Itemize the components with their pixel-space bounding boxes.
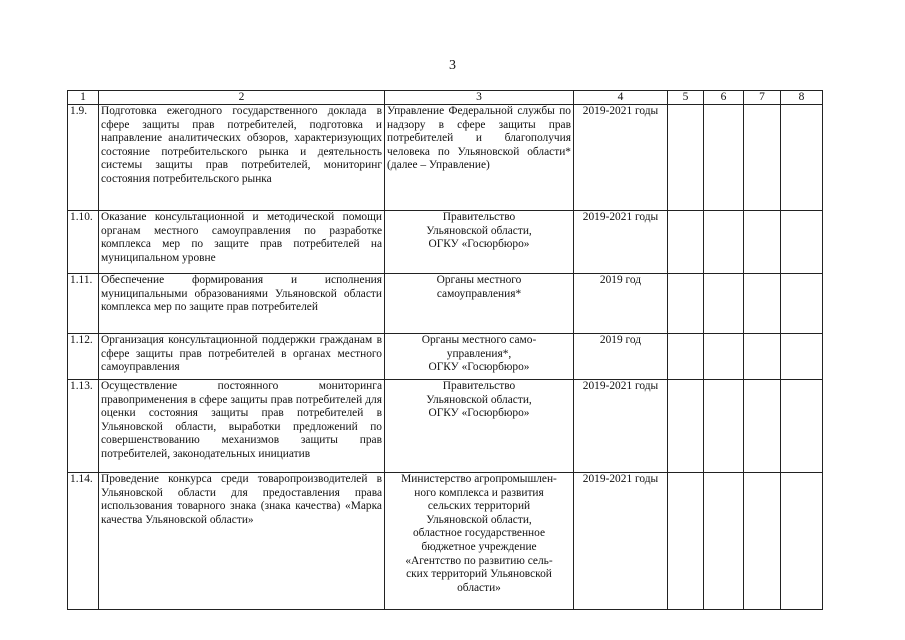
term: 2019-2021 годы [574, 105, 668, 211]
cell-col-7 [744, 380, 781, 473]
executor-line: ских территорий Ульяновской [406, 568, 552, 581]
executor [385, 211, 574, 274]
executor-line: самоуправления* [436, 287, 522, 300]
executor-line: области» [457, 581, 501, 594]
header-col-1: 1 [68, 91, 99, 105]
cell-col-7 [744, 105, 781, 211]
executor-line: ОГКУ «Госюрбюро» [428, 238, 530, 251]
executor [385, 473, 574, 610]
cell-col-7 [744, 274, 781, 334]
measure-title: Организация консультационной поддержки гражданам в сфере защиты прав потребителей в органах местного самоуправления [99, 334, 385, 380]
cell-col-7 [744, 334, 781, 380]
cell-col-6 [704, 211, 744, 274]
executor-line: Органы местного само- [421, 334, 537, 346]
cell-col-7 [744, 211, 781, 274]
row-number: 1.9. [68, 105, 99, 211]
table-row [68, 473, 823, 610]
cell-col-5 [668, 380, 704, 473]
header-col-5: 5 [668, 91, 704, 105]
row-number: 1.11. [68, 274, 99, 334]
executor-line: Управление Федеральной службы по надзору в сфере защиты прав потребителей и благополучия человека по Ульяновской области* (далее – Управление) [387, 105, 571, 172]
executor-line: ОГКУ «Госюрбюро» [428, 361, 530, 374]
term: 2019 год [574, 274, 668, 334]
cell-col-8 [781, 105, 823, 211]
cell-col-8 [781, 334, 823, 380]
row-number: 1.14. [68, 473, 99, 610]
term: 2019 год [574, 334, 668, 380]
cell-col-6 [704, 274, 744, 334]
header-col-4: 4 [574, 91, 668, 105]
cell-col-8 [781, 380, 823, 473]
measure-title: Обеспечение формирования и исполнения муниципальными образованиями Ульяновской области комплекса мер по защите прав потребителей [99, 274, 385, 334]
cell-col-5 [668, 105, 704, 211]
executor-line: ного комплекса и развития [414, 486, 544, 499]
table-row [68, 334, 823, 380]
executor-line: областное государственное [412, 527, 546, 540]
cell-col-8 [781, 274, 823, 334]
table-row [68, 274, 823, 334]
term: 2019-2021 годы [574, 211, 668, 274]
measures-table [67, 90, 823, 610]
executor [385, 380, 574, 473]
cell-col-5 [668, 334, 704, 380]
executor-line: сельских территорий [427, 500, 531, 513]
cell-col-5 [668, 274, 704, 334]
executor-line: бюджетное учреждение [421, 540, 537, 553]
header-col-2: 2 [99, 91, 385, 105]
executor [385, 274, 574, 334]
cell-col-6 [704, 473, 744, 610]
table-row [68, 380, 823, 473]
table-row [68, 211, 823, 274]
cell-col-5 [668, 473, 704, 610]
executor-line: Ульяновской области, [426, 393, 532, 406]
cell-col-6 [704, 105, 744, 211]
cell-col-6 [704, 334, 744, 380]
header-col-8: 8 [781, 91, 823, 105]
executor-line: Министерство агропромышлен- [401, 473, 557, 485]
executor-line: ОГКУ «Госюрбюро» [428, 407, 530, 420]
executor [385, 105, 574, 211]
row-number: 1.12. [68, 334, 99, 380]
measure-title: Осуществление постоянного мониторинга правоприменения в сфере защиты прав потребителей для оценки состояния защиты прав потребителей в Ульяновской области, выработки предложений по совершенствованию механизмов защиты прав потребителей, законодательных инициатив [99, 380, 385, 473]
measure-title: Подготовка ежегодного государственного доклада в сфере защиты прав потребителей, подготовка и направление аналитических обзоров, характеризующих состояние потребительского рынка и деятельность системы защиты прав потребителей, мониторинг состояния потребительского рынка [99, 105, 385, 211]
executor-line: Ульяновской области, [426, 513, 532, 526]
header-row [68, 91, 823, 105]
measure-title: Проведение конкурса среди товаропроизводителей в Ульяновской области для предоставления права использования товарного знака (знака качества) «Марка качества Ульяновской области» [99, 473, 385, 610]
executor-line: Ульяновской области, [426, 224, 532, 237]
row-number: 1.10. [68, 211, 99, 274]
header-col-6: 6 [704, 91, 744, 105]
cell-col-7 [744, 473, 781, 610]
term: 2019-2021 годы [574, 380, 668, 473]
table-row [68, 105, 823, 211]
cell-col-8 [781, 211, 823, 274]
page-number: 3 [449, 58, 456, 73]
cell-col-8 [781, 473, 823, 610]
executor [385, 334, 574, 380]
term: 2019-2021 годы [574, 473, 668, 610]
row-number: 1.13. [68, 380, 99, 473]
header-col-7: 7 [744, 91, 781, 105]
executor-line: «Агентство по развитию сель- [405, 554, 553, 567]
measure-title: Оказание консультационной и методической помощи органам местного самоуправления по разработке комплекса мер по защите прав потребителей на муниципальном уровне [99, 211, 385, 274]
executor-line: управления*, [446, 347, 512, 360]
cell-col-6 [704, 380, 744, 473]
executor-line: Правительство [442, 211, 516, 223]
cell-col-5 [668, 211, 704, 274]
executor-line: Органы местного [436, 274, 522, 286]
header-col-3: 3 [385, 91, 574, 105]
executor-line: Правительство [442, 380, 516, 392]
